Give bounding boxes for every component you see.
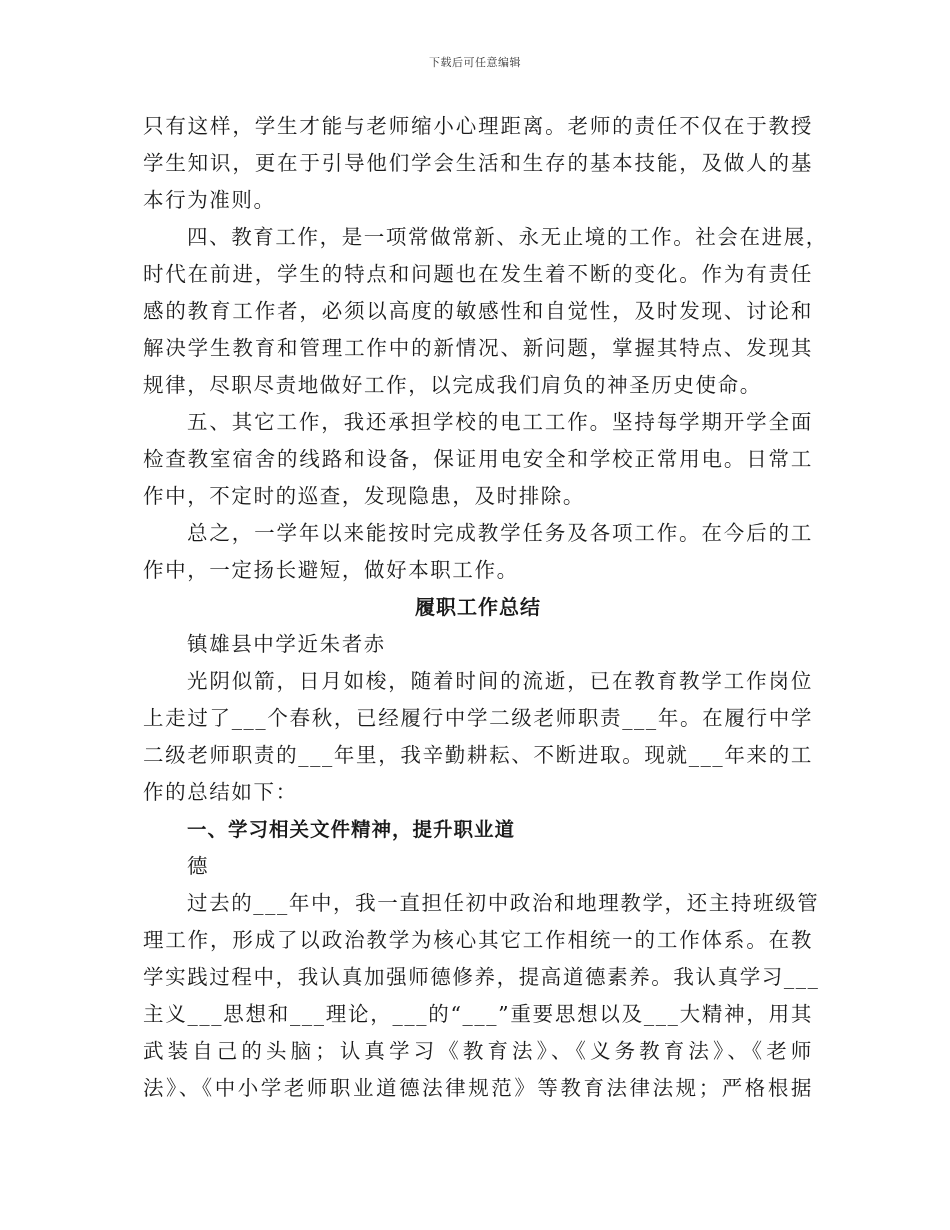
text-line: 只有这样，学生才能与老师缩小心理距离。老师的责任不仅在于教授 [143,114,813,138]
text-line: 法》、《中小学老师职业道德法律规范》等教育法律法规；严格根据 [143,1076,813,1100]
text-line: 过去的___年中，我一直担任初中政治和地理教学，还主持班级管 [187,891,820,915]
text-line: 解决学生教育和管理工作中的新情况、新问题，掌握其特点、发现其 [143,336,813,360]
text-line: 武装自己的头脑；认真学习《教育法》、《义务教育法》、《老师 [143,1039,813,1063]
text-line: 学生知识，更在于引导他们学会生活和生存的基本技能，及做人的基 [143,151,813,175]
text-line: 理工作，形成了以政治教学为核心其它工作相统一的工作体系。在教 [143,928,813,952]
text-line: 五、其它工作，我还承担学校的电工工作。坚持每学期开学全面 [187,410,813,434]
text-line: 镇雄县中学近朱者赤 [187,632,386,656]
text-line: 作中，一定扬长避短，做好本职工作。 [143,558,519,582]
text-line: 检查教室宿舍的线路和设备，保证用电安全和学校正常用电。日常工 [143,447,813,471]
text-line: 主义___思想和___理论，___的“___”重要思想以及___大精神，用其 [143,1002,813,1026]
text-line: 作中，不定时的巡查，发现隐患，及时排除。 [143,484,585,508]
text-line: 光阴似箭，日月如梭，随着时间的流逝，已在教育教学工作岗位 [187,669,813,693]
text-line: 学实践过程中，我认真加强师德修养，提高道德素养。我认真学习___ [143,965,820,989]
section-heading: 一、学习相关文件精神，提升职业道 [187,818,516,841]
document-body [143,108,828,1107]
text-line: 上走过了___个春秋，已经履行中学二级老师职责___年。在履行中学 [143,706,813,730]
page-header: 下载后可任意编辑 [429,56,521,69]
section-title: 履职工作总结 [415,595,541,619]
text-line: 二级老师职责的___年里，我辛勤耕耘、不断进取。现就___年来的工 [143,743,813,767]
text-line: 时代在前进，学生的特点和问题也在发生着不断的变化。作为有责任 [143,262,813,286]
text-line: 规律，尽职尽责地做好工作，以完成我们肩负的神圣历史使命。 [143,373,762,397]
text-line: 德 [187,854,210,878]
text-line: 四、教育工作，是一项常做常新、永无止境的工作。社会在进展， [187,225,828,249]
text-line: 作的总结如下： [143,780,298,804]
text-line: 本行为准则。 [143,188,276,212]
text-line: 总之，一学年以来能按时完成教学任务及各项工作。在今后的工 [187,521,813,545]
text-line: 感的教育工作者，必须以高度的敏感性和自觉性，及时发现、讨论和 [143,299,813,323]
